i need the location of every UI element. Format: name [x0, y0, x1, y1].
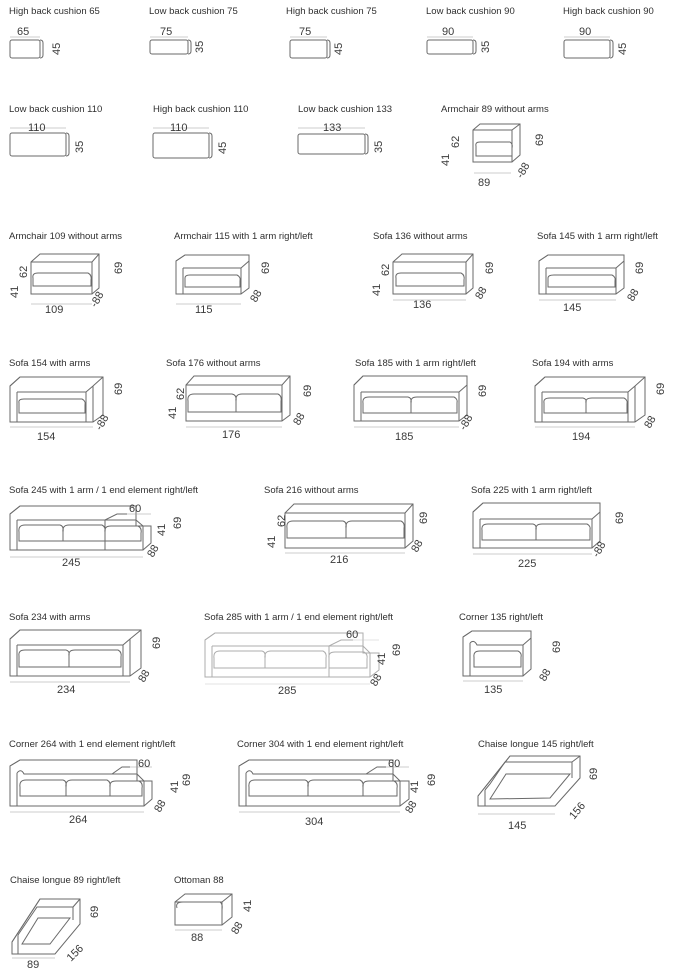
- item-title: Low back cushion 75: [149, 6, 238, 17]
- dim-69: 69: [151, 636, 163, 649]
- dim-62: 62: [175, 387, 187, 400]
- dim-234: 234: [57, 684, 76, 696]
- item-high-back-cushion-110: [145, 100, 290, 200]
- item-title: Sofa 225 with 1 arm right/left: [471, 485, 592, 496]
- item-chaise-longue-89: [0, 872, 165, 974]
- item-low-back-cushion-75: [140, 0, 280, 100]
- item-corner-304: [230, 736, 470, 836]
- width-label: 65: [17, 26, 30, 38]
- height-label: 35: [480, 40, 492, 53]
- dim-62: 62: [450, 135, 462, 148]
- width-label: 75: [299, 26, 312, 38]
- dim-41: 41: [242, 899, 254, 912]
- dim-41: 41: [156, 523, 168, 536]
- dim-88: -88: [457, 412, 476, 433]
- item-title: Armchair 89 without arms: [441, 104, 549, 115]
- dim-88: -88: [514, 160, 533, 181]
- item-armchair-109: [0, 228, 160, 328]
- dim-88: 88: [473, 284, 490, 302]
- item-title: High back cushion 90: [563, 6, 654, 17]
- item-sofa-225: [465, 482, 684, 582]
- item-title: Sofa 176 without arms: [166, 358, 261, 369]
- dim-69: 69: [113, 382, 125, 395]
- height-label: 35: [194, 40, 206, 53]
- item-title: Armchair 115 with 1 arm right/left: [174, 231, 313, 242]
- dim-264: 264: [69, 814, 88, 826]
- sofa-labels: [195, 609, 455, 709]
- item-high-back-cushion-90: [554, 0, 684, 100]
- item-title: Sofa 194 with arms: [532, 358, 614, 369]
- dim-69: 69: [484, 261, 496, 274]
- item-chaise-longue-145: [470, 736, 684, 836]
- low-back-cushion-drawing: [140, 0, 280, 100]
- high-back-cushion-drawing: [277, 0, 417, 100]
- item-title: Sofa 234 with arms: [9, 612, 91, 623]
- item-title: Ottoman 88: [174, 875, 224, 886]
- dim-88: 88: [248, 287, 265, 305]
- width-label: 110: [170, 122, 188, 134]
- dim-185: 185: [395, 431, 414, 443]
- width-label: 110: [28, 122, 46, 134]
- item-sofa-185: [345, 355, 525, 455]
- item-ottoman-88: [165, 872, 285, 974]
- armchair-drawing: [440, 100, 610, 200]
- low-back-cushion-drawing: [0, 100, 145, 200]
- dim-156: 156: [64, 942, 87, 965]
- dim-69: 69: [418, 511, 430, 524]
- item-sofa-154: [0, 355, 160, 455]
- armchair-drawing: [0, 228, 160, 328]
- item-title: High back cushion 75: [286, 6, 377, 17]
- sofa-drawing: [465, 482, 684, 582]
- dim-88: 88: [152, 797, 169, 815]
- dim-194: 194: [572, 431, 591, 443]
- height-label: 35: [373, 140, 385, 153]
- dim-88: 88: [403, 798, 420, 816]
- dim-88: 88: [145, 542, 162, 560]
- dim-88: 88: [642, 413, 659, 431]
- ottoman-drawing: [165, 872, 285, 974]
- item-title: Low back cushion 110: [9, 104, 103, 115]
- dim-109: 109: [45, 304, 64, 316]
- sofa-drawing: [0, 355, 160, 455]
- item-sofa-245: [0, 482, 250, 582]
- dim-88b: 88: [229, 919, 246, 937]
- item-title: Sofa 185 with 1 arm right/left: [355, 358, 476, 369]
- dim-69: 69: [477, 384, 489, 397]
- item-sofa-285: [195, 609, 455, 709]
- item-title: Corner 304 with 1 end element right/left: [237, 739, 404, 750]
- sofa-drawing: [345, 355, 525, 455]
- height-label: 45: [51, 42, 63, 55]
- width-label: 75: [160, 26, 173, 38]
- high-back-cushion-drawing: [554, 0, 684, 100]
- dim-41: 41: [9, 285, 21, 298]
- item-armchair-89: [440, 100, 610, 200]
- dim-88: -88: [93, 412, 112, 433]
- item-sofa-216: [255, 482, 455, 582]
- dim-69: 69: [634, 261, 646, 274]
- chaise-longue-drawing: [470, 736, 684, 836]
- dim-225: 225: [518, 558, 537, 570]
- item-title: High back cushion 65: [9, 6, 100, 17]
- dim-156: 156: [567, 800, 589, 822]
- dim-69: 69: [391, 643, 403, 656]
- dim-41: 41: [169, 780, 181, 793]
- item-title: High back cushion 110: [153, 104, 249, 115]
- item-title: Sofa 136 without arms: [373, 231, 468, 242]
- item-title: Sofa 216 without arms: [264, 485, 359, 496]
- high-back-cushion-drawing: [145, 100, 290, 200]
- item-low-back-cushion-110: [0, 100, 145, 200]
- dim-69: 69: [551, 640, 563, 653]
- sofa-drawing: [0, 482, 250, 582]
- item-sofa-176: [160, 355, 340, 455]
- low-back-cushion-drawing: [417, 0, 557, 100]
- dim-216: 216: [330, 554, 349, 566]
- dim-60: 60: [346, 629, 359, 641]
- item-sofa-136: [365, 228, 530, 328]
- item-title: Sofa 145 with 1 arm right/left: [537, 231, 658, 242]
- dim-145: 145: [508, 820, 527, 832]
- dim-62: 62: [380, 263, 392, 276]
- sofa-drawing: [530, 228, 684, 328]
- item-low-back-cushion-133: [290, 100, 440, 200]
- dim-88: 88: [409, 537, 426, 555]
- item-corner-135: [450, 609, 610, 709]
- dim-69: 69: [655, 382, 667, 395]
- item-title: Sofa 154 with arms: [9, 358, 91, 369]
- dim-41: 41: [440, 153, 452, 166]
- item-title: Low back cushion 133: [298, 104, 393, 115]
- dim-60: 60: [129, 503, 142, 515]
- dim-60: 60: [388, 758, 401, 770]
- dim-69: 69: [588, 767, 600, 780]
- sofa-drawing: [255, 482, 455, 582]
- dim-69: 69: [113, 261, 125, 274]
- item-corner-264: [0, 736, 230, 836]
- dim-136: 136: [413, 299, 432, 311]
- dim-115: 115: [195, 304, 213, 316]
- dim-135: 135: [484, 684, 503, 696]
- height-label: 45: [333, 42, 345, 55]
- item-title: Chaise longue 89 right/left: [10, 875, 121, 886]
- dim-88: 88: [291, 410, 308, 428]
- sofa-drawing: [525, 355, 684, 455]
- dim-88: 88: [191, 932, 204, 944]
- dim-88: 88: [136, 667, 153, 685]
- dim-88: 88: [625, 286, 642, 304]
- dim-41: 41: [266, 535, 278, 548]
- item-sofa-145: [530, 228, 684, 328]
- dim-88: 88: [368, 671, 385, 689]
- dim-154: 154: [37, 431, 56, 443]
- dim-69: 69: [534, 133, 546, 146]
- item-armchair-115: [165, 228, 355, 328]
- item-sofa-234: [0, 609, 200, 709]
- item-title: Sofa 245 with 1 arm / 1 end element right/left: [9, 485, 199, 496]
- height-label: 45: [217, 141, 229, 154]
- dim-88: -88: [88, 289, 107, 310]
- dim-69: 69: [614, 511, 626, 524]
- dim-69: 69: [89, 905, 101, 918]
- item-title: Low back cushion 90: [426, 6, 515, 17]
- dim-41: 41: [376, 652, 388, 665]
- dim-41: 41: [371, 283, 383, 296]
- item-title: Corner 135 right/left: [459, 612, 543, 623]
- item-high-back-cushion-75: [277, 0, 417, 100]
- item-title: Sofa 285 with 1 arm / 1 end element right/left: [204, 612, 394, 623]
- dim-62: 62: [276, 514, 288, 527]
- dim-176: 176: [222, 429, 241, 441]
- chaise-longue-drawing: [0, 872, 165, 974]
- width-label: 90: [579, 26, 592, 38]
- high-back-cushion-drawing: [0, 0, 140, 100]
- sofa-drawing: [160, 355, 340, 455]
- dim-41: 41: [409, 780, 421, 793]
- item-title: Chaise longue 145 right/left: [478, 739, 594, 750]
- dim-60: 60: [138, 758, 151, 770]
- corner-drawing: [230, 736, 470, 836]
- height-label: 35: [74, 140, 86, 153]
- item-title: Corner 264 with 1 end element right/left: [9, 739, 176, 750]
- sofa-drawing: [365, 228, 530, 328]
- dim-145: 145: [563, 302, 582, 314]
- armchair-drawing: [165, 228, 355, 328]
- dim-69: 69: [181, 773, 193, 786]
- item-low-back-cushion-90: [417, 0, 557, 100]
- dim-88: 88: [537, 666, 554, 684]
- dim-304: 304: [305, 816, 324, 828]
- sofa-drawing: [0, 609, 200, 709]
- dim-245: 245: [62, 557, 81, 569]
- height-label: 45: [617, 42, 629, 55]
- dim-285: 285: [278, 685, 297, 697]
- dim-89: 89: [27, 959, 40, 971]
- item-title: Armchair 109 without arms: [9, 231, 122, 242]
- width-label: 90: [442, 26, 455, 38]
- dim-62: 62: [18, 265, 30, 278]
- dim-69: 69: [172, 516, 184, 529]
- corner-drawing: [0, 736, 230, 836]
- dim-69: 69: [302, 384, 314, 397]
- dim-69: 69: [260, 261, 272, 274]
- width-label: 133: [323, 122, 342, 134]
- item-sofa-194: [525, 355, 684, 455]
- low-back-cushion-drawing: [290, 100, 440, 200]
- dim-41: 41: [167, 406, 179, 419]
- dim-69: 69: [426, 773, 438, 786]
- dim-89: 89: [478, 177, 491, 189]
- item-high-back-cushion-65: [0, 0, 140, 100]
- dim-88: -88: [590, 539, 609, 560]
- corner-drawing: [450, 609, 610, 709]
